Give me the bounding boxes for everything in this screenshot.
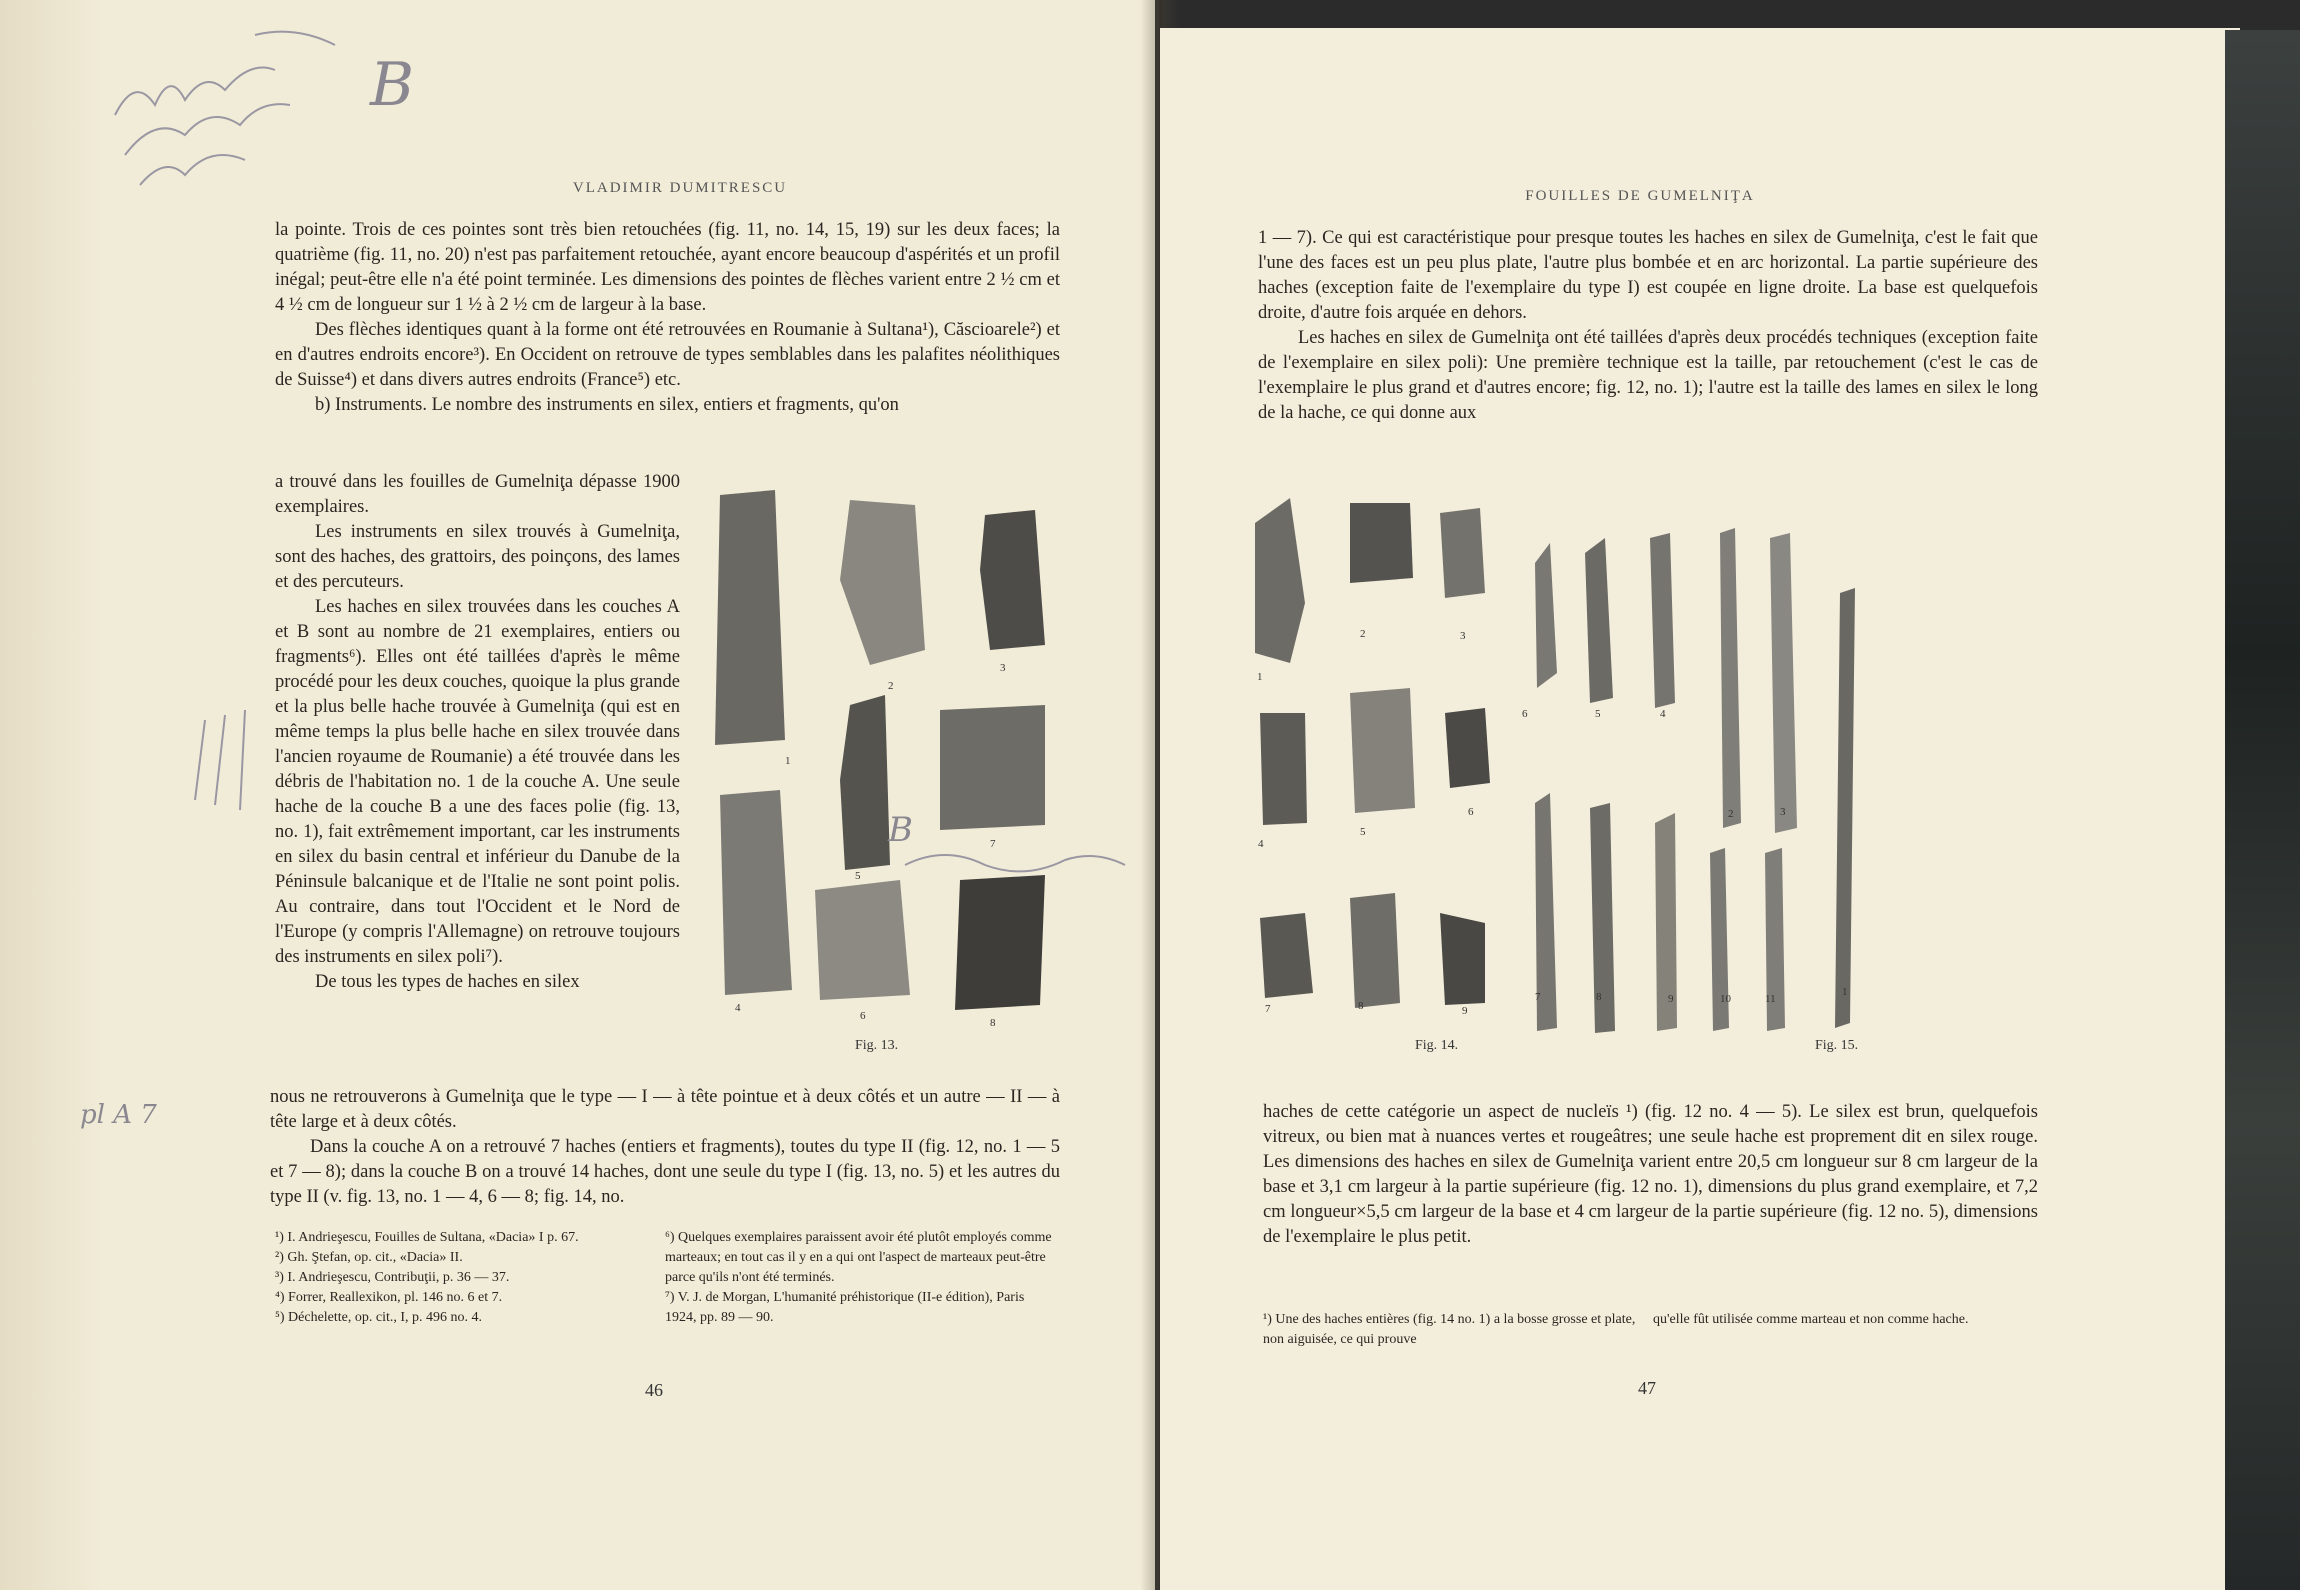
flint-axe-1: [715, 490, 785, 745]
flint-blade: [1770, 533, 1797, 833]
fig15-number: 8: [1596, 991, 1602, 1003]
footnotes-column-2: [665, 1228, 1055, 1328]
flint-blade: [1650, 533, 1675, 708]
flint-axe: [1440, 508, 1485, 598]
text-block-narrow: [275, 470, 680, 995]
fig14-number: 5: [1360, 826, 1366, 838]
paragraph: nous ne retrouverons à Gumelniţa que le type — I — à tête pointue et à deux côtés et un autre — II — à tête large et à deux côtés.: [270, 1087, 1060, 1132]
fig15-number: 9: [1668, 993, 1674, 1005]
fig15-number: 10: [1720, 993, 1731, 1005]
margin-pencil-note: [885, 815, 1155, 895]
figure-caption: Fig. 13.: [855, 1038, 899, 1053]
figure-14-15-plate: [1245, 483, 2145, 1073]
paragraph: Des flèches identiques quant à la forme ont été retrouvées en Roumanie à Sultana¹), Căscioarele²) et en d'autres endroits encore³). En Occident on retrouve de types semblables dans les palafites néolithiques de Suisse⁴) et dans divers autres endroits (France⁵) etc.: [275, 320, 1060, 390]
text-block-bottom: [270, 1085, 1060, 1210]
fig13-number: 4: [735, 1002, 741, 1014]
fig13-number: 5: [855, 870, 861, 882]
handwritten-margin-note: pl A 7: [80, 1100, 157, 1130]
footnote: ¹) I. Andrieşescu, Fouilles de Sultana, «Dacia» I p. 67.: [275, 1230, 579, 1245]
fig13-number: 1: [785, 755, 791, 767]
paragraph: b) Instruments. Le nombre des instruments en silex, entiers et fragments, qu'on: [315, 395, 899, 415]
flint-axe: [1440, 913, 1485, 1005]
running-header: FOUILLES DE GUMELNIŢA: [1525, 188, 1755, 204]
text-block-bottom: [1263, 1100, 2038, 1250]
paragraph: Les haches en silex trouvées dans les couches A et B sont au nombre de 21 exemplaires, entiers ou fragments⁶). Elles ont été taillées d'après le même procédé pour les deux couches, quoique la plus grande et la plus belle hache trouvée à Gumelniţa (qui est en même temps la plus belle hache en silex trouvée dans l'ancien royaume de Roumanie) a été trouvée dans les débris de l'habitation no. 1 de la couche A. Une seule hache de la couche B a une des faces polie (fig. 13, no. 1), fait extrêmement important, car les instruments en silex du basin central et inférieur du Danube de la Péninsule balcanique et de l'Italie ne sont point polis. Au contraire, dans tout l'Occident et le Nord de l'Europe (y compris l'Allemagne) on retrouve toujours des instruments en silex poli⁷).: [275, 597, 680, 967]
paragraph: Les instruments en silex trouvés à Gumelniţa, sont des haches, des grattoirs, des poinçons, des lames et des percuteurs.: [275, 522, 680, 592]
fig15-number: 5: [1595, 708, 1601, 720]
fig14-number: 2: [1360, 628, 1366, 640]
flint-axe-7: [940, 705, 1045, 830]
book-cover-edge: [2225, 30, 2300, 1590]
flint-axe: [1255, 498, 1305, 663]
flint-axe: [1445, 708, 1490, 788]
fig14-number: 6: [1468, 806, 1474, 818]
flint-blade: [1535, 543, 1557, 688]
footnote: ⁶) Quelques exemplaires paraissent avoir été plutôt employés comme marteaux; en tout cas il y en a qui ont l'aspect de marteaux peut-être parce qu'ils n'ont été terminés.: [665, 1230, 1052, 1285]
text-block-top: [1258, 226, 2038, 426]
fig14-number: 9: [1462, 1005, 1468, 1017]
footnotes-column-1: [275, 1228, 655, 1328]
footnote: ¹) Une des haches entières (fig. 14 no. 1) a la bosse grosse et plate, non aiguisée, ce qui prouve: [1263, 1312, 1636, 1347]
fig15-number: 1: [1842, 986, 1848, 998]
paragraph: haches de cette catégorie un aspect de nucleïs ¹) (fig. 12 no. 4 — 5). Le silex est brun, quelquefois vitreux, ou bien mat à nuances vertes et rougeâtres; une seule hache est proprement dit en silex rouge. Les dimensions des haches en silex de Gumelniţa varient entre 20,5 cm longueur sur 8 cm largeur de la base et 3,1 cm largeur à la partie supérieure (fig. 12 no. 1), dimensions du plus grand exemplaire, et 7,2 cm longueur×5,5 cm largeur de la base et 4 cm largeur de la partie supérieure (fig. 12 no. 5), dimensions de l'exemplaire le plus petit.: [1263, 1102, 2038, 1247]
figure-caption: Fig. 15.: [1815, 1038, 1859, 1053]
text-block-top: [275, 218, 1060, 418]
fig15-number: 4: [1660, 708, 1666, 720]
right-page: [1160, 28, 2240, 1590]
footnote-column-1: [1263, 1310, 1643, 1350]
footnote-column-2: [1653, 1310, 2038, 1330]
handwritten-letter-b-margin: B: [888, 810, 913, 850]
handwritten-letter-b: B: [370, 50, 415, 120]
fig13-number: 2: [888, 680, 894, 692]
footnote: ²) Gh. Ştefan, op. cit., «Dacia» II.: [275, 1250, 463, 1265]
flint-axe-5: [840, 695, 890, 870]
fig14-number: 3: [1460, 630, 1466, 642]
figure-caption: Fig. 14.: [1415, 1038, 1459, 1053]
footnote: qu'elle fût utilisée comme marteau et non comme hache.: [1653, 1312, 1969, 1327]
fig15-number: 11: [1765, 993, 1776, 1005]
page-number: 47: [1638, 1378, 1656, 1398]
paragraph: Les haches en silex de Gumelniţa ont été taillées d'après deux procédés techniques (exception faite de l'exemplaire en silex poli): Une première technique est la taille, par retouchement (c'est le cas de l'exemplaire le plus grand et d'autres encore; fig. 12, no. 1); l'autre est la taille des lames en silex le long de la hache, ce qui donne aux: [1258, 328, 2038, 423]
fig14-number: 4: [1258, 838, 1264, 850]
footnote: ³) I. Andrieşescu, Contribuţii, p. 36 — 37.: [275, 1270, 510, 1285]
flint-axe-3: [980, 510, 1045, 650]
fig13-number: 6: [860, 1010, 866, 1022]
paragraph: la pointe. Trois de ces pointes sont très bien retouchées (fig. 11, no. 14, 15, 19) sur les deux faces; la quatrième (fig. 11, no. 20) n'est pas parfaitement retouchée, ayant encore beaucoup d'aspérités et un profil inégal; peut-être elle n'a été point terminée. Les dimensions des pointes de flèches varient entre 2 ½ cm et 4 ½ cm de longueur sur 1 ½ à 2 ½ cm de largeur à la base.: [275, 220, 1060, 315]
fig15-number: 2: [1728, 808, 1734, 820]
flint-blade: [1590, 803, 1615, 1033]
fig15-number: 7: [1535, 991, 1541, 1003]
flint-axe: [1350, 503, 1413, 583]
paragraph: De tous les types de haches en silex: [315, 972, 580, 992]
paragraph: Dans la couche A on a retrouvé 7 haches (entiers et fragments), toutes du type II (fig. 12, no. 1 — 5 et 7 — 8); dans la couche B on a trouvé 14 haches, dont une seule du type I (fig. 13, no. 5) et les autres du type II (v. fig. 13, no. 1 — 4, 6 — 8; fig. 14, no.: [270, 1137, 1060, 1207]
footnote: ⁷) V. J. de Morgan, L'humanité préhistorique (II-e édition), Paris 1924, pp. 89 — 90.: [665, 1290, 1025, 1325]
flint-blade: [1585, 538, 1613, 703]
flint-blade: [1835, 588, 1855, 1028]
footnote: ⁵) Déchelette, op. cit., I, p. 496 no. 4.: [275, 1310, 483, 1325]
fig13-number: 8: [990, 1017, 996, 1029]
flint-axe-2: [840, 500, 925, 665]
left-page-edge: [0, 0, 105, 1590]
footnote: ⁴) Forrer, Reallexikon, pl. 146 no. 6 et 7.: [275, 1290, 503, 1305]
flint-axe-6: [815, 880, 910, 1000]
flint-axe: [1350, 688, 1415, 813]
fig13-number: 7: [990, 838, 996, 850]
running-header: VLADIMIR DUMITRESCU: [572, 180, 788, 196]
fig14-number: 8: [1358, 1000, 1364, 1012]
flint-blade: [1720, 528, 1741, 828]
fig15-number: 3: [1780, 806, 1786, 818]
paragraph: 1 — 7). Ce qui est caractéristique pour presque toutes les haches en silex de Gumelniţa, c'est le fait que l'une des faces est un peu plus plate, l'autre plus bombée et en arc horizontal. La partie supérieure des haches (exception faite de l'exemplaire du type I) est coupée en ligne droite. La base est quelquefois droite, d'autre fois arquée en dehors.: [1258, 228, 2038, 323]
figure-13-plate: [700, 480, 1060, 1040]
flint-axe: [1350, 893, 1400, 1008]
flint-axe: [1260, 713, 1307, 825]
fig14-number: 1: [1257, 671, 1263, 683]
fig14-number: 7: [1265, 1003, 1271, 1015]
page-number: 46: [645, 1380, 663, 1400]
fig15-number: 6: [1522, 708, 1528, 720]
fig13-number: 3: [1000, 662, 1006, 674]
paragraph: a trouvé dans les fouilles de Gumelniţa dépasse 1900 exemplaires.: [275, 472, 680, 517]
flint-axe-4: [720, 790, 792, 995]
flint-axe: [1260, 913, 1313, 998]
margin-pencil-bars: [185, 700, 285, 820]
flint-axe-8: [955, 875, 1045, 1010]
